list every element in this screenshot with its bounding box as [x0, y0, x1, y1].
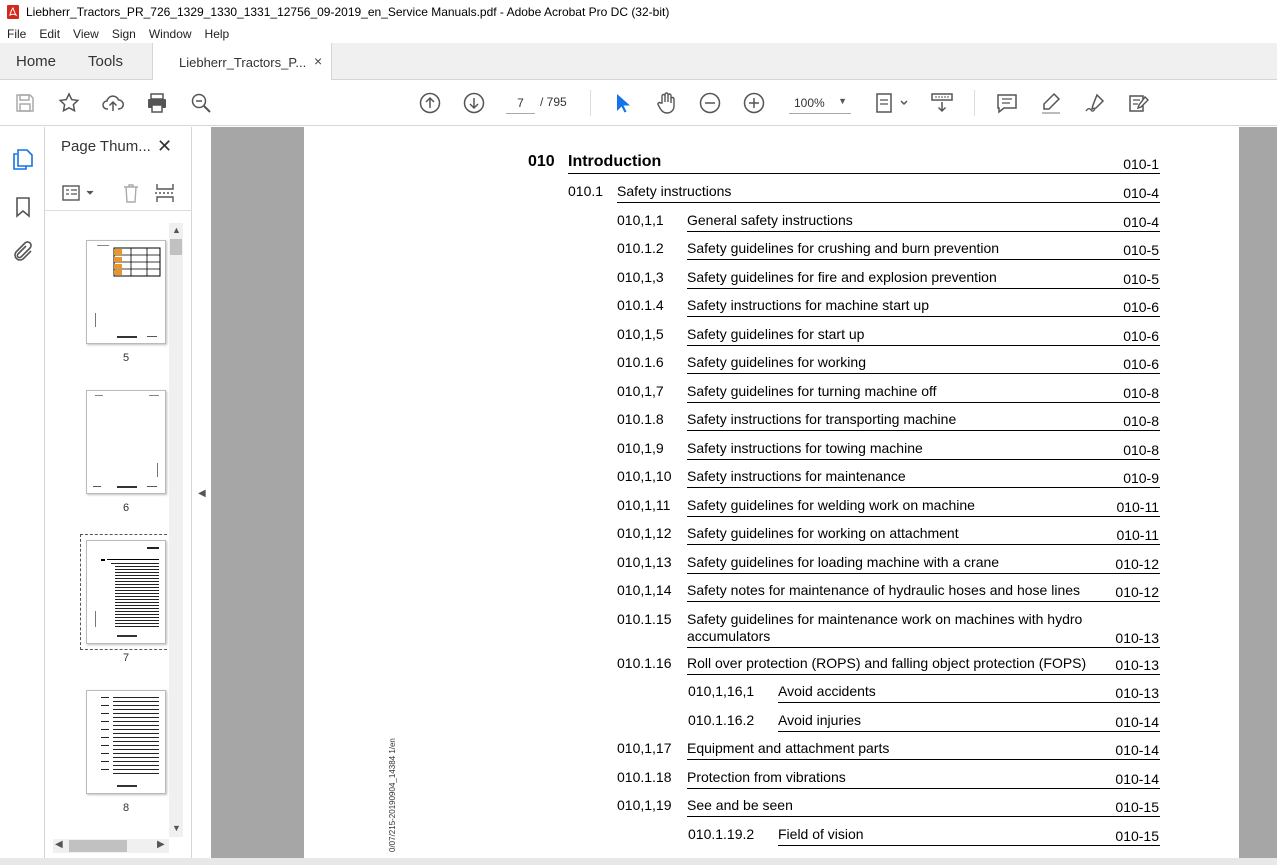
- toc-rule: [687, 647, 1160, 648]
- toc-chapter-title[interactable]: Introduction: [568, 153, 662, 170]
- toc-entry-page: 010-5: [1123, 271, 1159, 287]
- toc-entry-title[interactable]: Avoid injuries: [778, 712, 862, 728]
- thumbnail-page-number: 6: [122, 502, 130, 514]
- page-side-code: 0/07/215-20190904_14384 1/en: [388, 738, 397, 852]
- toc-rule: [687, 373, 1160, 374]
- toc-entry-number: 010.1.6: [617, 354, 664, 370]
- title-bar: [0, 0, 1277, 24]
- toc-entry-title[interactable]: Safety guidelines for turning machine off: [687, 383, 937, 399]
- toc-entry-page: 010-13: [1115, 657, 1159, 673]
- toc-rule: [687, 345, 1160, 346]
- status-strip: [0, 858, 1277, 865]
- toc-entry-page: 010-11: [1116, 527, 1159, 543]
- toc-entry-number: 010.1.8: [617, 411, 664, 427]
- toc-rule: [568, 173, 1160, 174]
- delete-trash-icon[interactable]: [121, 182, 141, 204]
- toc-entry-page: 010-12: [1115, 556, 1159, 572]
- toc-entry-title[interactable]: Equipment and attachment parts: [687, 740, 890, 756]
- pdf-page: [304, 127, 1239, 865]
- thumbnail-horizontal-scrollbar[interactable]: [53, 839, 169, 853]
- toc-entry-number: 010,1,19: [617, 797, 672, 813]
- print-icon[interactable]: [145, 91, 169, 115]
- scroll-mode-icon[interactable]: [930, 91, 954, 115]
- collapse-arrow-icon[interactable]: ◀: [198, 488, 206, 499]
- thumbnail-preview-6: [87, 391, 165, 493]
- toc-rule: [687, 788, 1160, 789]
- toc-entry-title[interactable]: Safety guidelines for crushing and burn prevention: [687, 240, 1000, 256]
- scroll-down-arrow-icon[interactable]: ▼: [172, 823, 181, 833]
- toc-entry-title[interactable]: Safety notes for maintenance of hydraulic hoses and hose lines: [687, 582, 1081, 598]
- toc-entry-page: 010-15: [1115, 828, 1159, 844]
- page-thumbnails-panel: [45, 127, 192, 865]
- toc-entry-number: 010,1,10: [617, 468, 672, 484]
- comment-icon[interactable]: [995, 91, 1019, 115]
- zoom-select[interactable]: [789, 92, 851, 114]
- toc-entry-number: 010.1.16.2: [688, 712, 755, 728]
- toc-rule: [687, 544, 1160, 545]
- toc-chapter-page: 010-1: [1123, 156, 1159, 172]
- page-thumbnail-selected[interactable]: [86, 540, 166, 644]
- draw-sign-icon[interactable]: [1083, 91, 1107, 115]
- tab-home[interactable]: Home: [16, 53, 57, 70]
- scroll-left-arrow-icon[interactable]: ◀: [55, 839, 63, 850]
- toolbar-divider: [590, 90, 591, 116]
- menu-sign[interactable]: Sign: [111, 26, 136, 41]
- thumbnail-vertical-scrollbar[interactable]: [169, 223, 183, 837]
- select-cursor-icon[interactable]: [610, 91, 634, 115]
- toc-entry-number: 010,1,9: [617, 440, 664, 456]
- tab-document-label: Liebherr_Tractors_P...: [179, 55, 307, 70]
- toc-entry-page: 010-8: [1123, 385, 1159, 401]
- toc-entry-title[interactable]: Safety instructions for towing machine: [687, 440, 923, 456]
- page-total: / 795: [540, 95, 567, 109]
- toc-rule: [687, 487, 1160, 488]
- toc-entry-title[interactable]: Safety guidelines for working on attachment: [687, 525, 959, 541]
- tab-close-icon[interactable]: ×: [314, 53, 323, 69]
- toc-entry-number: 010.1.15: [617, 611, 672, 627]
- page-thumbnail[interactable]: [86, 690, 166, 794]
- attachments-icon[interactable]: [11, 240, 35, 264]
- toc-rule: [687, 231, 1160, 232]
- toc-rule: [687, 601, 1160, 602]
- toc-rule: [778, 845, 1160, 846]
- bookmarks-icon[interactable]: [11, 195, 35, 219]
- tab-bar: [0, 43, 1277, 80]
- toc-entry-page: 010-15: [1115, 799, 1159, 815]
- toc-entry-title[interactable]: Safety instructions for transporting machine: [687, 411, 957, 427]
- toc-rule: [687, 516, 1160, 517]
- toc-entry-number: 010.1.16: [617, 655, 672, 671]
- toc-rule: [687, 430, 1160, 431]
- toc-entry-page: 010-14: [1115, 771, 1159, 787]
- toc-entry-title[interactable]: Roll over protection (ROPS) and falling object protection (FOPS): [687, 655, 1087, 671]
- find-zoom-icon[interactable]: [189, 91, 213, 115]
- toc-rule: [687, 573, 1160, 574]
- thumbnail-page-number: 7: [122, 652, 130, 664]
- toc-entry-page: 010-14: [1115, 714, 1159, 730]
- toc-rule: [687, 259, 1160, 260]
- page-thumbnails-icon[interactable]: [11, 148, 35, 172]
- toc-rule: [687, 759, 1160, 760]
- toc-entry-number: 010.1.2: [617, 240, 664, 256]
- toc-entry-number: 010,1,14: [617, 582, 672, 598]
- toc-entry-title[interactable]: Protection from vibrations: [687, 769, 846, 785]
- scroll-up-arrow-icon[interactable]: ▲: [172, 225, 181, 235]
- toc-entry-title[interactable]: Avoid accidents: [778, 683, 876, 699]
- toc-entry-page: 010-6: [1123, 356, 1159, 372]
- insert-pages-icon[interactable]: [154, 182, 176, 204]
- toc-rule: [687, 459, 1160, 460]
- scrollbar-thumb[interactable]: [69, 840, 127, 852]
- toc-entry-page: 010-6: [1123, 299, 1159, 315]
- previous-page-icon[interactable]: [418, 91, 442, 115]
- save-icon[interactable]: [13, 91, 37, 115]
- panel-collapse-handle[interactable]: [192, 127, 211, 865]
- panel-title: Page Thum...: [61, 138, 151, 155]
- left-rail: [0, 127, 45, 865]
- toc-entry-title-continued[interactable]: accumulators: [687, 628, 771, 644]
- menu-bar: [0, 24, 1277, 43]
- toc-entry-number: 010.1.18: [617, 769, 672, 785]
- toc-section-number: 010.1: [568, 183, 604, 199]
- page-fit-icon[interactable]: [874, 91, 910, 115]
- tab-tools[interactable]: Tools: [88, 53, 124, 70]
- panel-toolbar: [45, 175, 192, 211]
- menu-file[interactable]: File: [7, 26, 27, 41]
- menu-window[interactable]: Window: [148, 26, 192, 41]
- toc-entry-page: 010-6: [1123, 328, 1159, 344]
- menu-edit[interactable]: Edit: [39, 26, 61, 41]
- toc-entry-page: 010-5: [1123, 242, 1159, 258]
- window-title: Liebherr_Tractors_PR_726_1329_1330_1331_12756_09-2019_en_Service Manuals.pdf - Adobe Acrobat Pro DC (32-bit): [26, 5, 670, 19]
- thumbnail-preview-7: [87, 541, 165, 643]
- thumbnail-page-number: 5: [122, 352, 130, 364]
- toc-rule: [687, 402, 1160, 403]
- toc-entry-page: 010-14: [1115, 742, 1159, 758]
- page-thumbnail[interactable]: [86, 390, 166, 494]
- toc-entry-page: 010-13: [1115, 630, 1159, 646]
- zoom-out-icon[interactable]: [698, 91, 722, 115]
- page-number-input[interactable]: [506, 92, 535, 114]
- bookmark-star-icon[interactable]: [57, 91, 81, 115]
- toc-entry-number: 010,1,5: [617, 326, 664, 342]
- highlight-pen-icon[interactable]: [1039, 91, 1063, 115]
- toc-entry-page: 010-13: [1115, 685, 1159, 701]
- toc-entry-title[interactable]: Safety instructions for maintenance: [687, 468, 906, 484]
- toc-rule: [687, 288, 1160, 289]
- tab-document[interactable]: [152, 43, 332, 80]
- toc-rule: [778, 702, 1160, 703]
- thumbnail-page-number: 8: [122, 802, 130, 814]
- scrollbar-thumb[interactable]: [170, 239, 182, 255]
- toc-entry-title[interactable]: Safety guidelines for welding work on machine: [687, 497, 975, 513]
- toc-entry-page: 010-12: [1115, 584, 1159, 600]
- toc-rule: [687, 674, 1160, 675]
- stamp-edit-icon[interactable]: [1127, 91, 1151, 115]
- toc-rule: [617, 202, 1160, 203]
- toc-rule: [687, 316, 1160, 317]
- chevron-down-icon: ▼: [838, 96, 847, 106]
- toc-entry-page: 010-11: [1116, 499, 1159, 515]
- toc-chapter-number: 010: [528, 153, 555, 170]
- zoom-value: 100%: [794, 96, 825, 110]
- toc-entry-number: 010.1.19.2: [688, 826, 755, 842]
- scroll-right-arrow-icon[interactable]: ▶: [157, 839, 165, 850]
- toc-entry-title[interactable]: Field of vision: [778, 826, 864, 842]
- toc-rule: [687, 816, 1160, 817]
- toc-entry-number: 010,1,16,1: [688, 683, 755, 699]
- zoom-in-icon[interactable]: [742, 91, 766, 115]
- toc-section-page: 010-4: [1123, 185, 1159, 201]
- toc-entry-page: 010-9: [1123, 470, 1159, 486]
- thumbnail-preview-8: [87, 691, 165, 793]
- toc-entry-number: 010,1,17: [617, 740, 672, 756]
- toc-section-title[interactable]: Safety instructions: [617, 183, 732, 199]
- toc-rule: [778, 731, 1160, 732]
- toc-entry-page: 010-8: [1123, 413, 1159, 429]
- toolbar-divider: [974, 90, 975, 116]
- page-thumbnail[interactable]: [86, 240, 166, 344]
- upload-cloud-icon[interactable]: [101, 91, 125, 115]
- toc-entry-title[interactable]: See and be seen: [687, 797, 793, 813]
- toc-entry-title[interactable]: Safety guidelines for maintenance work on machines with hydro: [687, 611, 1083, 627]
- toc-entry-number: 010,1,1: [617, 212, 664, 228]
- toc-entry-number: 010,1,13: [617, 554, 672, 570]
- document-viewport[interactable]: [211, 127, 1277, 865]
- document-scrollbar[interactable]: [1239, 127, 1277, 865]
- hand-tool-icon[interactable]: [654, 91, 678, 115]
- toc-entry-number: 010,1,7: [617, 383, 664, 399]
- toc-entry-number: 010.1.4: [617, 297, 664, 313]
- toc-entry-number: 010,1,3: [617, 269, 664, 285]
- toc-entry-title[interactable]: Safety guidelines for working: [687, 354, 866, 370]
- thumbnail-options-icon[interactable]: [61, 184, 97, 202]
- acrobat-app-icon: [6, 5, 20, 19]
- toc-entry-page: 010-4: [1123, 214, 1159, 230]
- next-page-icon[interactable]: [462, 91, 486, 115]
- main-toolbar: [0, 80, 1277, 126]
- toc-entry-title[interactable]: Safety guidelines for fire and explosion prevention: [687, 269, 997, 285]
- close-icon[interactable]: ✕: [157, 136, 173, 156]
- toc-entry-title[interactable]: General safety instructions: [687, 212, 853, 228]
- toc-entry-number: 010,1,11: [617, 497, 671, 513]
- thumbnail-preview-5: [87, 241, 165, 343]
- menu-help[interactable]: Help: [204, 26, 230, 41]
- menu-view[interactable]: View: [73, 26, 99, 41]
- toc-entry-title[interactable]: Safety guidelines for start up: [687, 326, 865, 342]
- toc-entry-title[interactable]: Safety instructions for machine start up: [687, 297, 929, 313]
- toc-entry-number: 010,1,12: [617, 525, 672, 541]
- toc-entry-page: 010-8: [1123, 442, 1159, 458]
- toc-entry-title[interactable]: Safety guidelines for loading machine with a crane: [687, 554, 1000, 570]
